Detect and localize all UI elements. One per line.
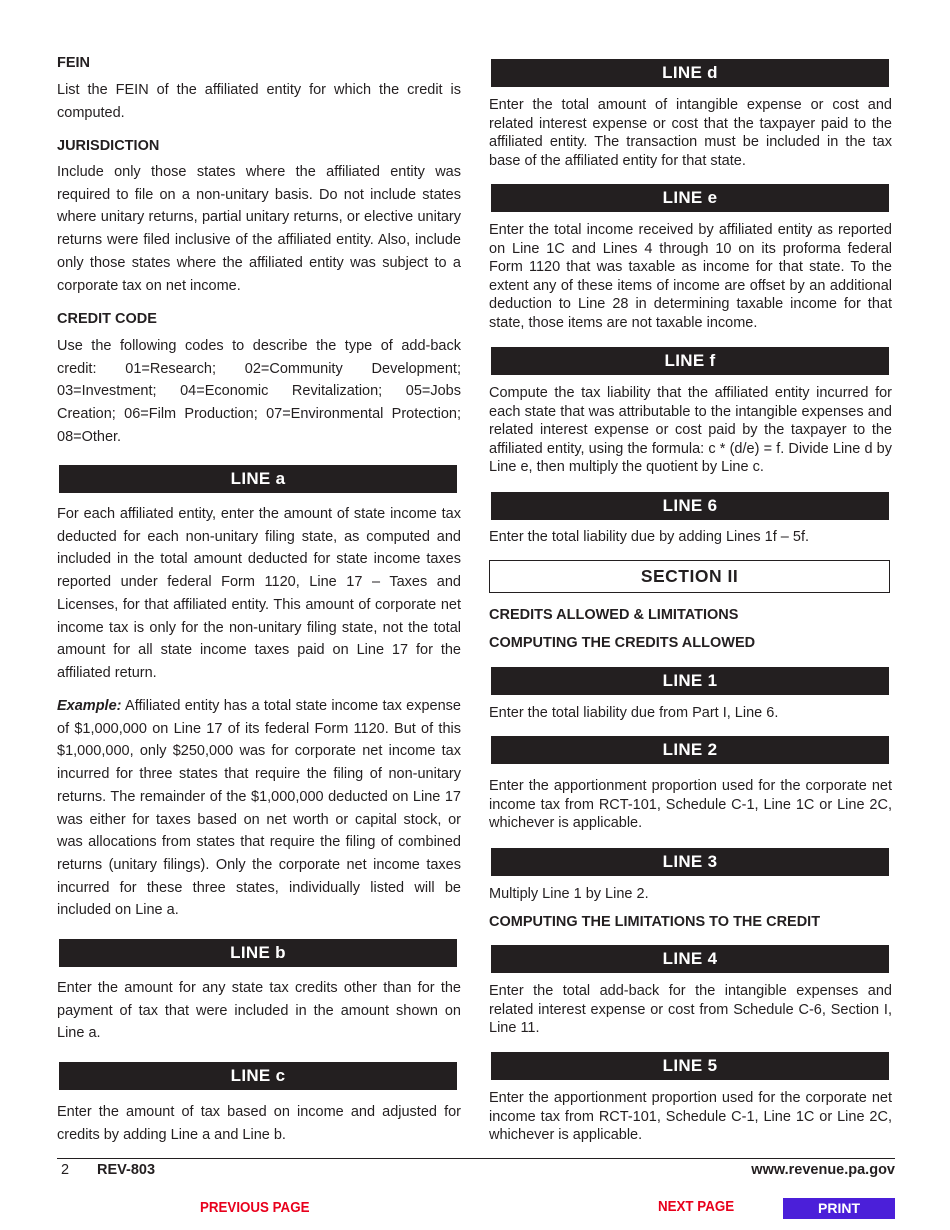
previous-page-link[interactable]: PREVIOUS PAGE — [200, 1200, 310, 1216]
line-f-text: Compute the tax liability that the affiliated entity incurred for each state that was attributable to the intangible expenses and related interest expense or cost paid by the taxpayer to the affiliated entity, using the formula: c * (d/e) = f. Divide Line d by Line e, then multiply the quotient by Line c. — [489, 385, 892, 476]
example-text: Affiliated entity has a total state income tax expense of $1,000,000 on Line 17 of its federal Form 1120. But of this $1,000,000, only $250,000 was for corporate net income tax incurred for three states that require the filing of non-unitary returns. The remainder of the $1,000,000 deducted on Line 17 was either for taxes based on net worth or capital stock, or was allocations from states that require the filing of combined returns (unitary filings). Only the corporate net income taxes incurred for these three states, individually listed will be included on Line a. — [57, 698, 461, 919]
example-label: Example: — [57, 698, 122, 714]
line-5-text: Enter the apportionment proportion used for the corporate net income tax from RCT-101, Schedule C-1, Line 1C or Line 2C, whichever is applicable. — [489, 1090, 892, 1144]
page-number: 2 — [61, 1162, 70, 1178]
example-paragraph — [57, 695, 461, 922]
credit-code-heading: CREDIT CODE — [57, 311, 157, 327]
line-2-header: LINE 2 — [491, 736, 889, 764]
line-6-text: Enter the total liability due by adding Lines 1f – 5f. — [489, 529, 810, 545]
line-c-header: LINE c — [59, 1062, 457, 1090]
credit-code-text: Use the following codes to describe the type of add-back credit: 01=Research; 02=Community Development; 03=Investment; 04=Economic Revitalization; 05=Jobs Creation; 06=Film Production; 07=Environmental Protection; 08=Other. — [57, 338, 461, 445]
line-5-header: LINE 5 — [491, 1052, 889, 1080]
line-1-text: Enter the total liability due from Part I, Line 6. — [489, 705, 779, 721]
line-4-header: LINE 4 — [491, 945, 889, 973]
line-3-text: Multiply Line 1 by Line 2. — [489, 886, 649, 902]
line-d-header: LINE d — [491, 59, 889, 87]
form-id: REV-803 — [97, 1162, 156, 1178]
print-button[interactable]: PRINT — [783, 1198, 895, 1219]
line-e-text: Enter the total income received by affiliated entity as reported on Line 1C and Lines 4 through 10 on its proforma federal Form 1120 that was taxable as income for that state. To the extent any of these items of income are offset by an additional deduction to Line 28 in determining taxable income for that state, those items are not taxable income. — [489, 222, 892, 331]
line-a-header: LINE a — [59, 465, 457, 493]
line-1-header: LINE 1 — [491, 667, 889, 695]
line-d-text: Enter the total amount of intangible expense or cost and related interest expense or cost that the taxpayer paid to the affiliated entity. The transaction must be included in the tax base of the affiliated entity for that state. — [489, 97, 892, 169]
computing-limits-heading: COMPUTING THE LIMITATIONS TO THE CREDIT — [489, 914, 821, 930]
computing-credits-heading: COMPUTING THE CREDITS ALLOWED — [489, 635, 756, 651]
section-ii-title: SECTION II — [489, 560, 890, 593]
line-a-text: For each affiliated entity, enter the amount of state income tax deducted for each non-unitary filing state, as computed and included in the total amount deducted for state income taxes reported under federal Form 1120, Line 17 – Taxes and Licenses, for that affiliated entity. This amount of corporate net income tax is only for the non-unitary filing state, not the total amount for all state income taxes paid on Line 17 for the affiliated return. — [57, 506, 461, 681]
line-2-text: Enter the apportionment proportion used for the corporate net income tax from RCT-101, Schedule C-1, Line 1C or Line 2C, whichever is applicable. — [489, 778, 892, 832]
line-e-header: LINE e — [491, 184, 889, 212]
jurisdiction-text: Include only those states where the affiliated entity was required to file on a non-unitary basis. Do not include states where unitary returns, partial unitary returns, or elective unitary returns were filed inclusive of the affiliated entity. Also, include only those states where the affiliated entity was subject to a corporate tax on net income. — [57, 164, 461, 294]
jurisdiction-heading: JURISDICTION — [57, 138, 160, 154]
fein-heading: FEIN — [57, 55, 91, 71]
website-url: www.revenue.pa.gov — [751, 1162, 895, 1178]
line-4-text: Enter the total add-back for the intangible expenses and related interest expense or cost from Schedule C-6, Section I, Line 11. — [489, 983, 892, 1037]
credits-heading: CREDITS ALLOWED & LIMITATIONS — [489, 607, 739, 623]
footer-divider — [57, 1158, 895, 1159]
line-b-header: LINE b — [59, 939, 457, 967]
line-f-header: LINE f — [491, 347, 889, 375]
line-6-header: LINE 6 — [491, 492, 889, 520]
line-3-header: LINE 3 — [491, 848, 889, 876]
next-page-link[interactable]: NEXT PAGE — [658, 1199, 735, 1215]
line-c-text: Enter the amount of tax based on income and adjusted for credits by adding Line a and Line b. — [57, 1104, 461, 1143]
line-b-text: Enter the amount for any state tax credits other than for the payment of tax that were included in the amount shown on Line a. — [57, 980, 461, 1042]
fein-text: List the FEIN of the affiliated entity for which the credit is computed. — [57, 82, 461, 121]
